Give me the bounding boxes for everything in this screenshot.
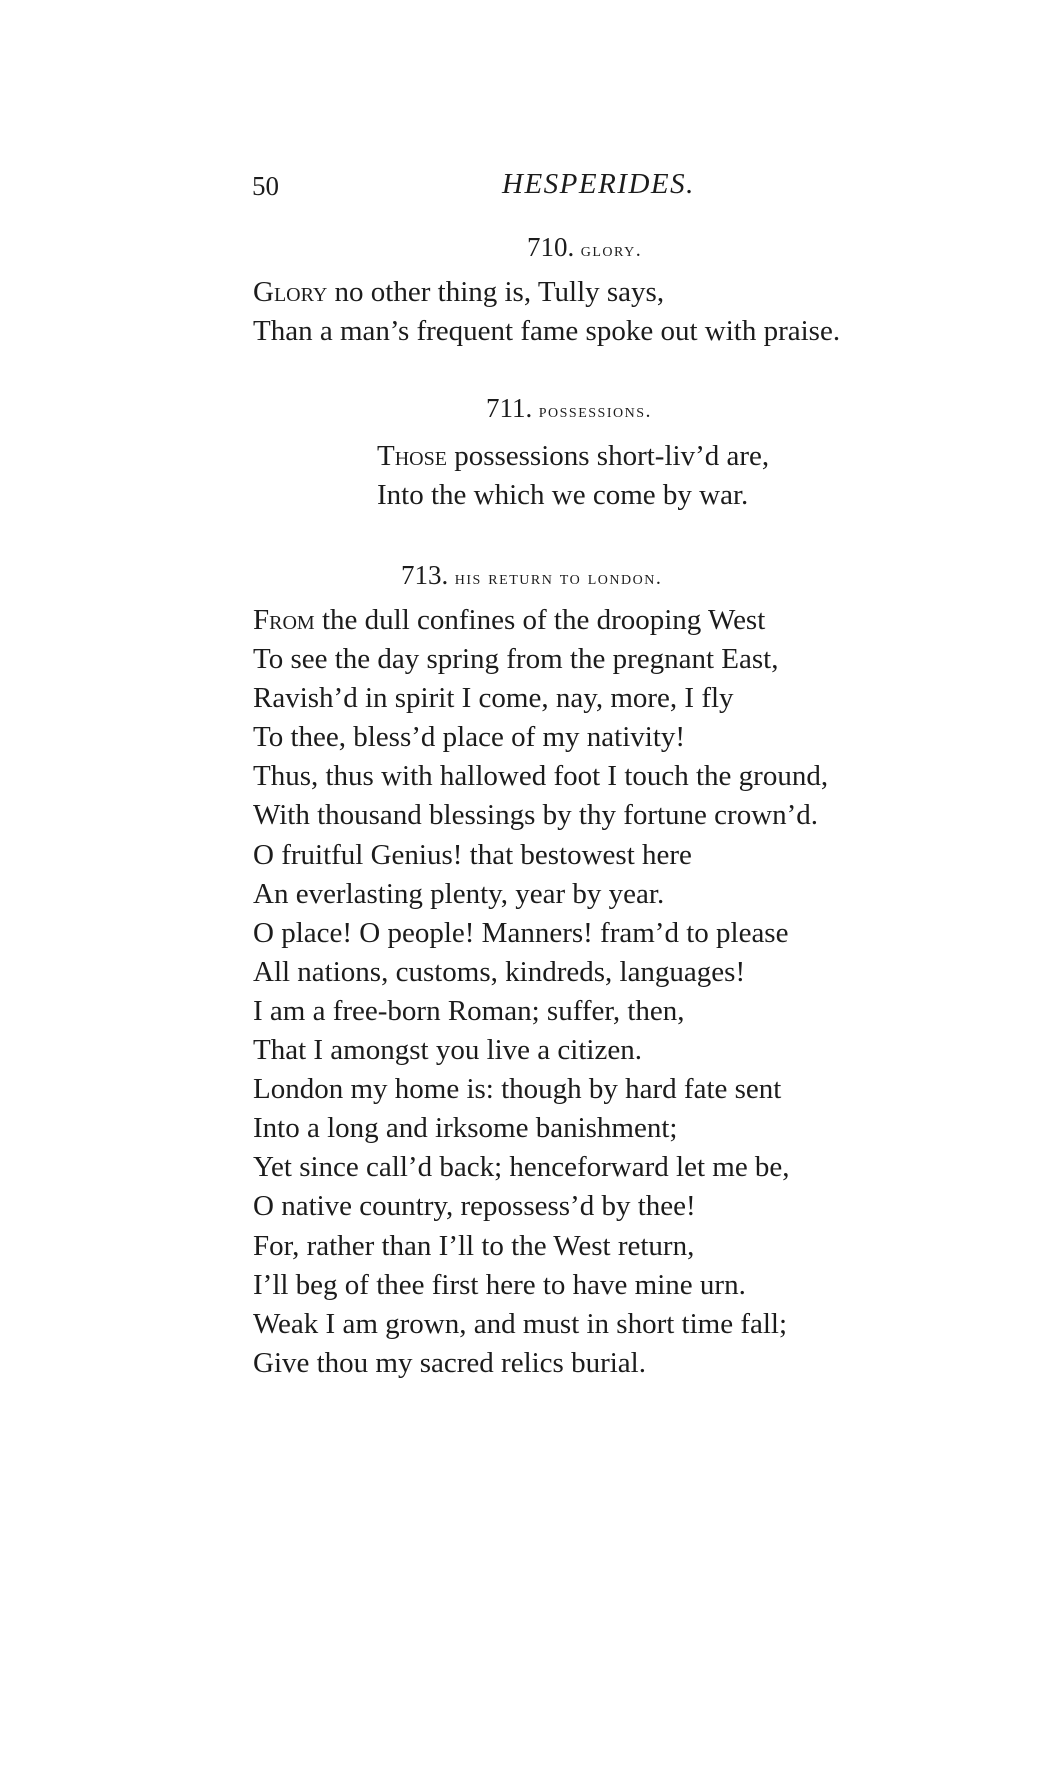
initial-word: Those	[377, 440, 447, 472]
verse-line: Thus, thus with hallowed foot I touch the ground,	[253, 760, 829, 793]
verse-line: To thee, bless’d place of my nativity!	[253, 721, 686, 754]
verse-line: All nations, customs, kindreds, languages!	[253, 955, 746, 988]
verse-line: With thousand blessings by thy fortune crown’d.	[253, 799, 819, 832]
verse-line: An everlasting plenty, year by year.	[253, 877, 665, 910]
verse-line: For, rather than I’ll to the West return,	[253, 1229, 695, 1262]
verse-line: Give thou my sacred relics burial.	[253, 1346, 646, 1379]
verse-line: O fruitful Genius! that bestowest here	[253, 838, 692, 871]
poem-number: 711.	[486, 393, 533, 423]
poem-title-711	[486, 395, 652, 424]
verse-text: no other thing is, Tully says,	[327, 276, 665, 308]
verse-text: the dull confines of the drooping West	[314, 604, 766, 636]
verse-line: Ravish’d in spirit I come, nay, more, I fly	[253, 682, 734, 715]
verse-line: Than a man’s frequent fame spoke out with praise.	[253, 315, 841, 348]
verse-line: O native country, repossess’d by thee!	[253, 1190, 696, 1223]
poem-name: his return to london.	[454, 567, 663, 589]
poem-name: possessions.	[538, 400, 653, 422]
initial-word: From	[253, 604, 315, 636]
verse-line	[253, 601, 828, 640]
poem-number: 713.	[401, 560, 449, 590]
running-title: HESPERIDES.	[502, 168, 695, 200]
verse-line: London my home is: though by hard fate sent	[253, 1073, 782, 1106]
poem-body-713	[253, 601, 828, 1383]
poem-title-710	[527, 234, 642, 263]
verse-line	[253, 273, 840, 312]
poem-body-710	[253, 273, 840, 352]
verse-line: Into a long and irksome banishment;	[253, 1112, 678, 1145]
poem-body-711	[377, 437, 769, 516]
verse-line	[377, 437, 769, 476]
verse-line: Yet since call’d back; henceforward let me be,	[253, 1151, 790, 1184]
verse-line: O place! O people! Manners! fram’d to please	[253, 916, 789, 949]
verse-line: Weak I am grown, and must in short time fall;	[253, 1307, 788, 1340]
verse-line: That I amongst you live a citizen.	[253, 1034, 642, 1067]
verse-line: Into the which we come by war.	[377, 479, 749, 512]
poem-name: glory.	[580, 239, 643, 261]
verse-line: I’ll beg of thee first here to have mine urn.	[253, 1268, 746, 1301]
verse-line: To see the day spring from the pregnant East,	[253, 643, 779, 676]
verse-line: I am a free-born Roman; suffer, then,	[253, 994, 685, 1027]
poem-title-713	[401, 562, 662, 591]
poem-number: 710.	[527, 232, 575, 262]
initial-word: Glory	[253, 276, 328, 308]
page-number: 50	[252, 171, 279, 201]
verse-text: possessions short-liv’d are,	[446, 440, 770, 472]
